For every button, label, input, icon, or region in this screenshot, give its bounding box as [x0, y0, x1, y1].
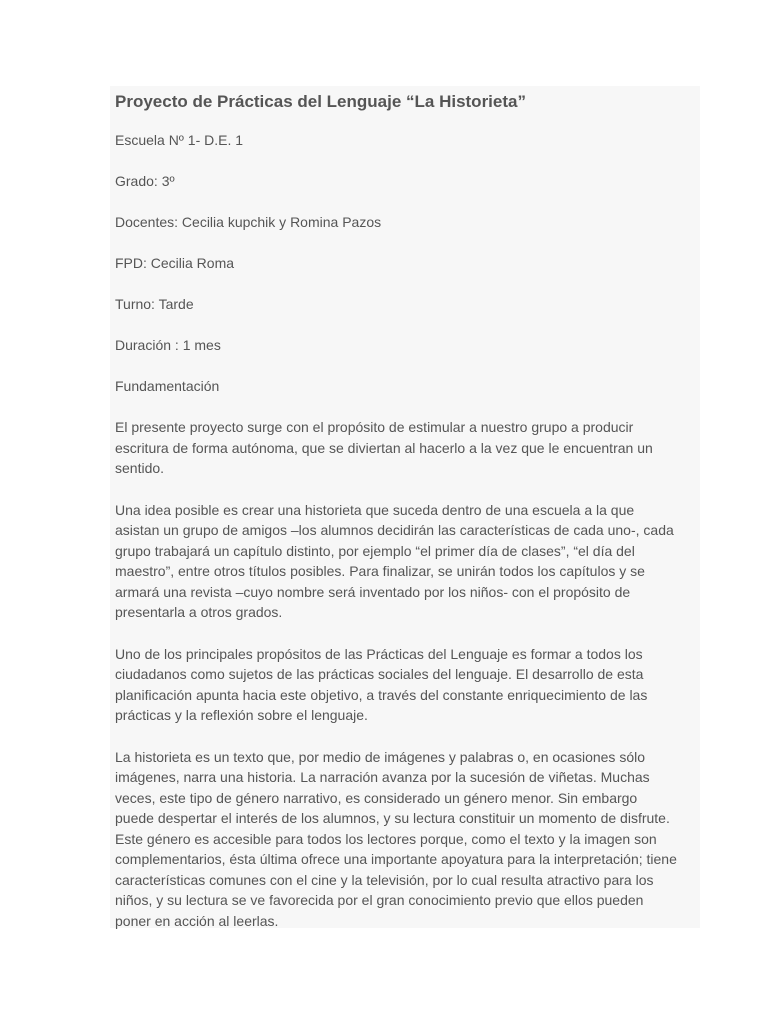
paragraph-line: niños, y su lectura se ve favorecida por el gran conocimiento previo que ellos pueden [115, 892, 644, 908]
meta-school: Escuela Nº 1- D.E. 1 [115, 132, 244, 148]
paragraph-line: poner en acción al leerlas. [115, 912, 279, 929]
paragraph-line: escritura de forma autónoma, que se diviertan al hacerlo a la vez que le encuentran un [115, 439, 653, 456]
paragraph-line: El presente proyecto surge con el propósito de estimular a nuestro grupo a producir [115, 419, 634, 435]
paragraph-line: La historieta es un texto que, por medio de imágenes y palabras o, en ocasiones sólo [115, 748, 645, 765]
paragraph-line: Una idea posible es crear una historieta que suceda dentro de una escuela a la que [115, 501, 635, 518]
paragraph-line: imágenes, narra una historia. La narración avanza por la sucesión de viñetas. Muchas [115, 769, 650, 785]
paragraph-line: prácticas y la reflexión sobre el lenguaje. [115, 707, 368, 723]
paragraph-line: puede despertar el interés de los alumnos, y su lectura constituir un momento de disfrute. [115, 810, 670, 826]
paragraph-line: maestro”, entre otros títulos posibles. Para finalizar, se unirán todos los capítulos y se [115, 563, 645, 579]
paragraph-historieta [115, 747, 700, 932]
paragraph-line: planificación apunta hacia este objetivo, a través del constante enriquecimiento de las [115, 686, 648, 703]
paragraph-line: grupo trabajará un capítulo distinto, por ejemplo “el primer día de clases”, “el día del [115, 542, 635, 559]
document-body [110, 86, 700, 928]
meta-fpd: FPD: Cecilia Roma [115, 255, 235, 271]
paragraph-line: complementarios, ésta última ofrece una importante apoyatura para la interpretación; tiene [115, 851, 677, 867]
section-heading-fundamentacion: Fundamentación [115, 378, 220, 394]
paragraph-line: veces, este tipo de género narrativo, es considerado un género menor. Sin embargo [115, 789, 638, 806]
paragraph-line: ciudadanos como sujetos de las prácticas sociales del lenguaje. El desarrollo de esta [115, 666, 644, 682]
paragraph-purpose [115, 417, 700, 479]
document-title: Proyecto de Prácticas del Lenguaje “La Historieta” [115, 92, 526, 111]
paragraph-line: asistan un grupo de amigos –los alumnos decidirán las características de cada uno-, cada [115, 522, 674, 538]
paragraph-line: Uno de los principales propósitos de las Prácticas del Lenguaje es formar a todos los [115, 645, 643, 662]
meta-shift: Turno: Tarde [115, 296, 194, 312]
paragraph-line: características comunes con el cine y la televisión, por lo cual resulta atractivo para los [115, 871, 654, 888]
paragraph-idea [115, 500, 700, 623]
meta-duration: Duración : 1 mes [115, 337, 221, 353]
meta-teachers: Docentes: Cecilia kupchik y Romina Pazos [115, 214, 382, 230]
paragraph-line: armará una revista –cuyo nombre será inventado por los niños- con el propósito de [115, 583, 631, 600]
paragraph-line: presentarla a otros grados. [115, 604, 283, 620]
paragraph-objectives [115, 644, 700, 726]
meta-grade: Grado: 3º [115, 173, 175, 189]
paragraph-line: Este género es accesible para todos los lectores porque, como el texto y la imagen son [115, 830, 657, 847]
paragraph-line: sentido. [115, 460, 165, 476]
